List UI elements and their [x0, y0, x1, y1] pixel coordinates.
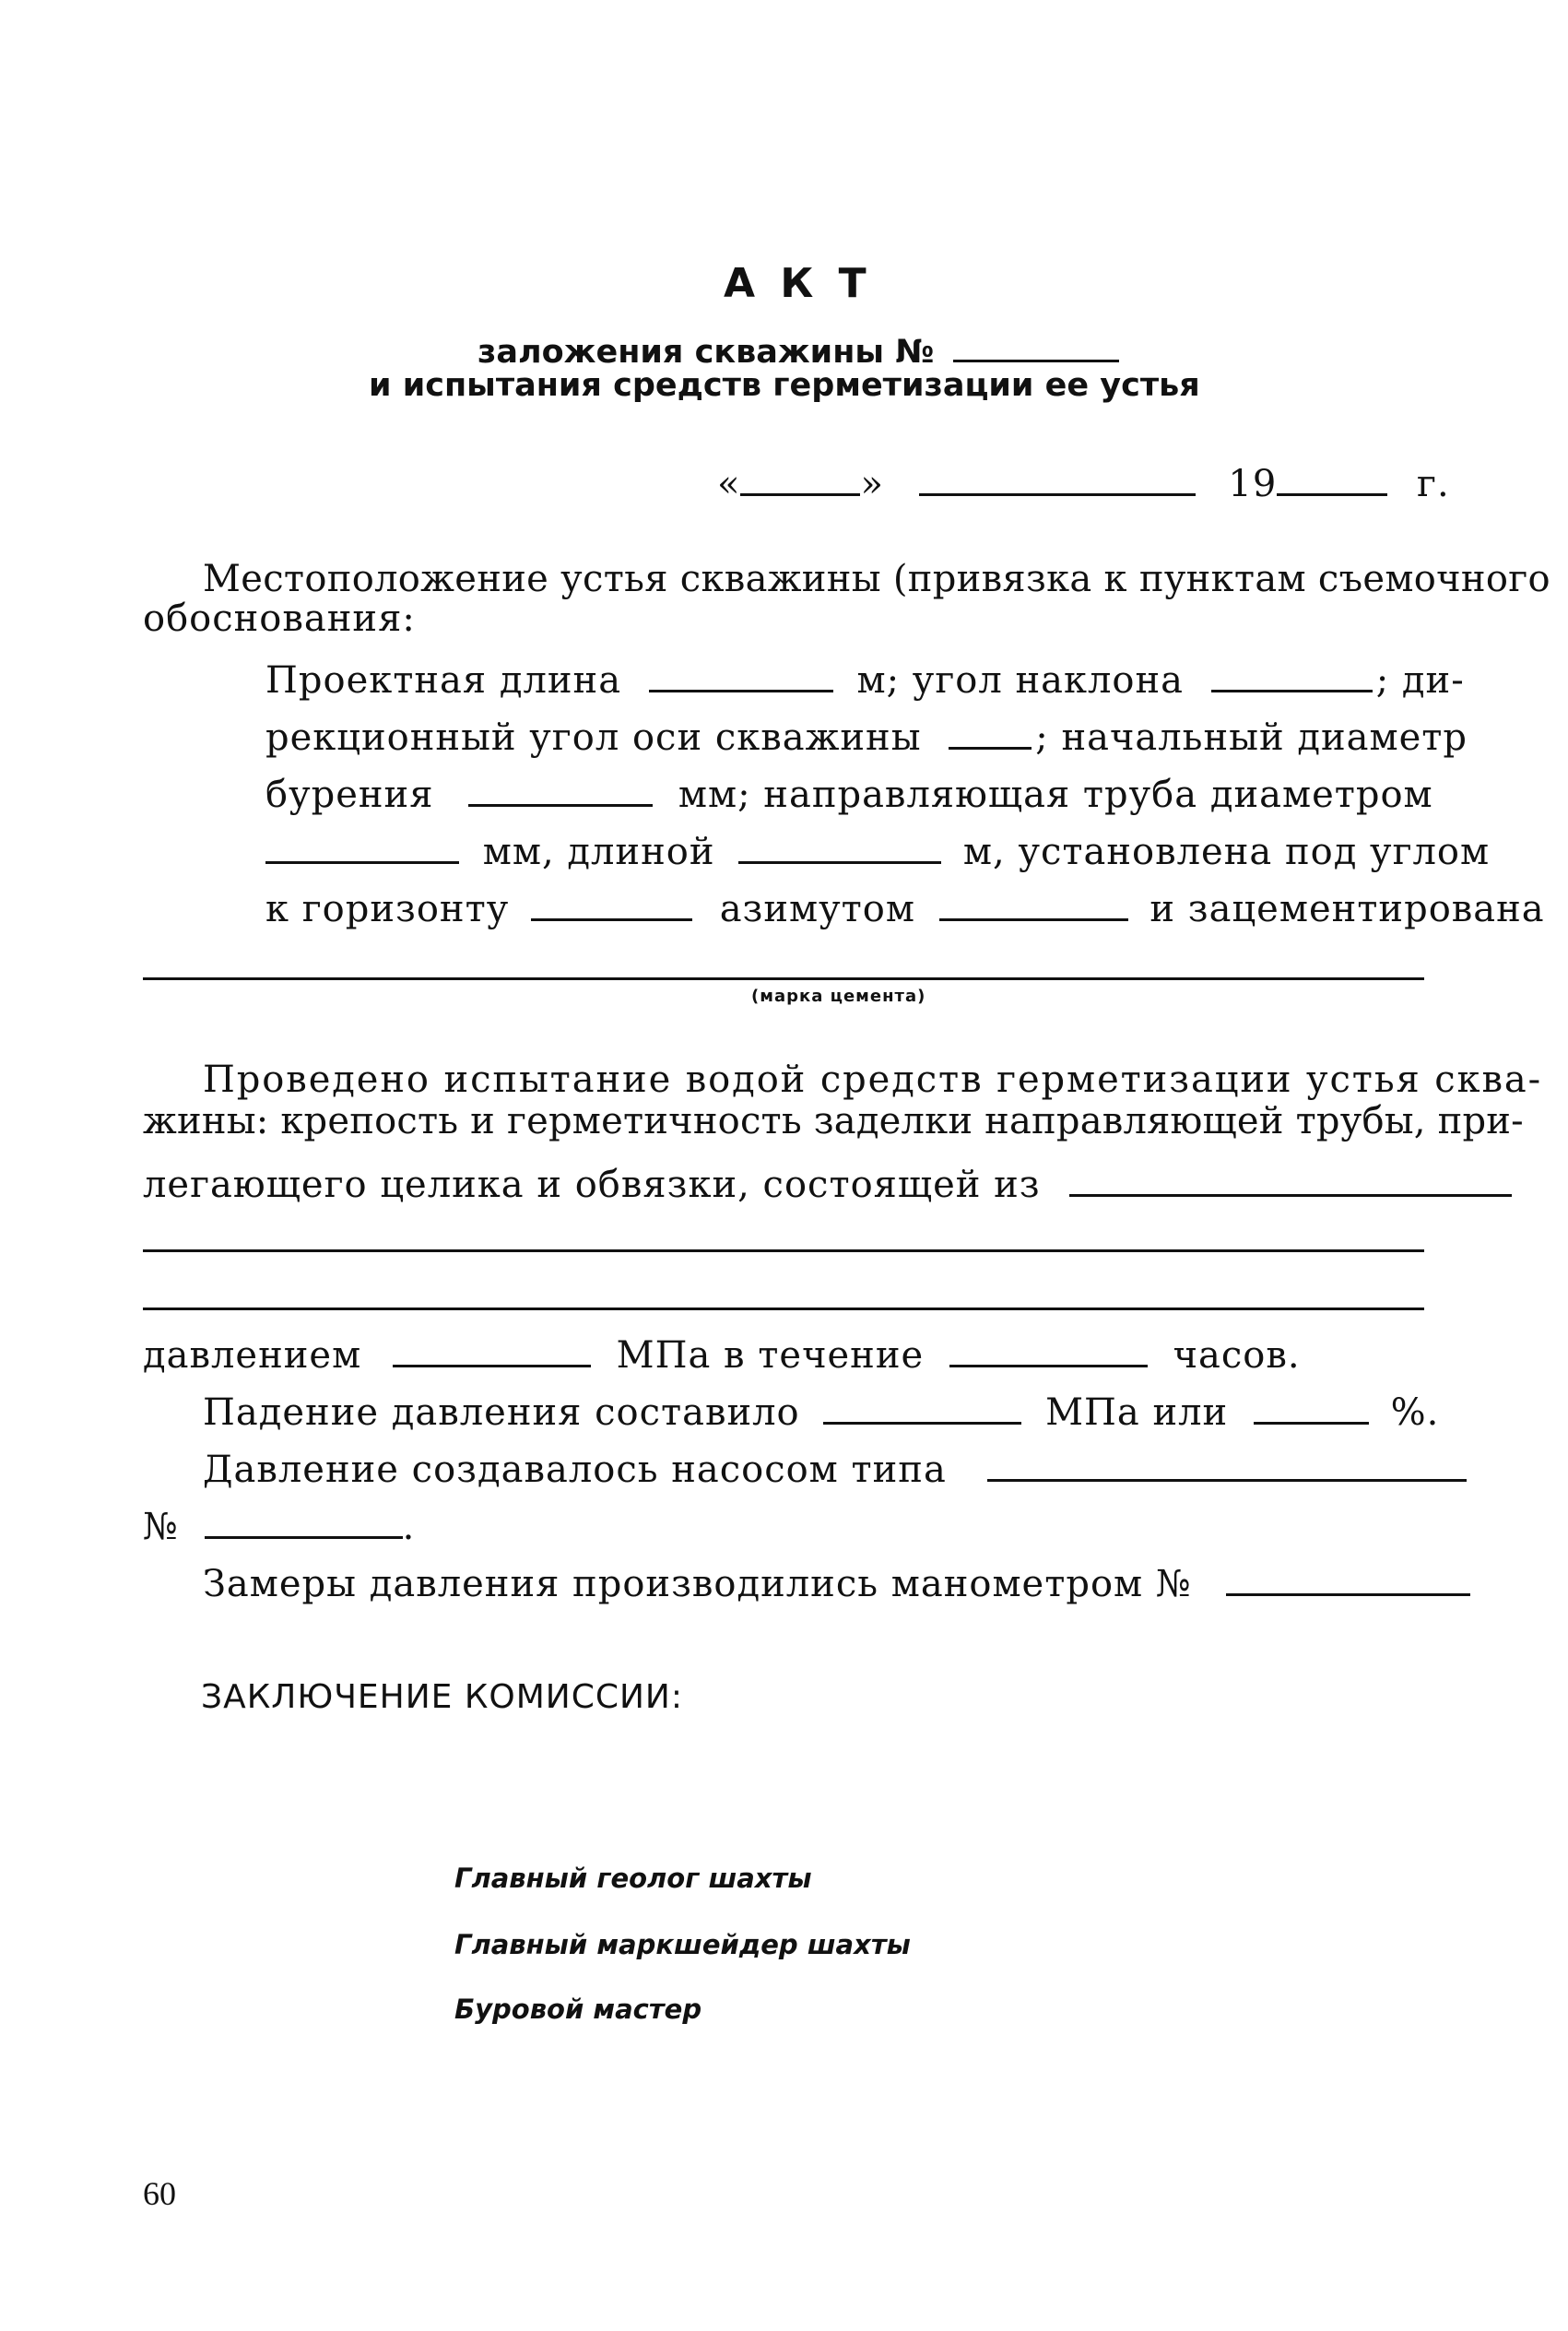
cement-caption: (марка цемента) — [751, 987, 926, 1006]
direction-label: рекционный угол оси скважины — [265, 716, 922, 759]
pressure-value-field[interactable] — [393, 1328, 591, 1367]
pump-type-field[interactable] — [987, 1442, 1467, 1482]
test-line1: Проведено испытание водой средств герметизации устья сква- — [203, 1059, 1543, 1101]
guide-length-field[interactable] — [738, 824, 941, 864]
pressure-line4 — [143, 1499, 415, 1548]
params-line3 — [265, 767, 1433, 816]
subtitle-text-1: заложения скважины № — [477, 334, 935, 371]
pump-number-field[interactable] — [205, 1499, 403, 1539]
params-line2 — [265, 710, 1468, 759]
test-line3 — [143, 1157, 1512, 1206]
drilling-diameter-field[interactable] — [468, 767, 653, 807]
params-line4 — [265, 824, 1490, 873]
hours-label: часов. — [1173, 1334, 1301, 1377]
signature-chief-geologist: Главный геолог шахты — [454, 1863, 812, 1894]
design-length-field[interactable] — [649, 653, 833, 692]
cement-brand-field[interactable] — [143, 977, 1424, 980]
installed-label: м, установлена под углом — [962, 831, 1491, 873]
pressure-label: давлением — [143, 1334, 362, 1377]
doc-subtitle-line1 — [477, 323, 1119, 371]
cemented-label: и зацементирована — [1149, 888, 1545, 930]
binding-composition-field[interactable] — [1069, 1157, 1512, 1197]
date-line — [717, 456, 1450, 505]
di-label: ; ди- — [1375, 659, 1465, 702]
pump-number-dot: . — [402, 1506, 416, 1548]
guide-diameter-field[interactable] — [265, 824, 459, 864]
drop-label: Падение давления составило — [203, 1391, 800, 1434]
horizon-label: к горизонту — [265, 888, 510, 930]
duration-field[interactable] — [949, 1328, 1148, 1367]
params-line1 — [265, 653, 1465, 702]
well-number-field[interactable] — [953, 323, 1119, 362]
horizon-angle-field[interactable] — [531, 882, 692, 921]
location-line1: Местоположение устья скважины (привязка к пунктам съемочного — [203, 558, 1550, 600]
mpa-during-label: МПа в течение — [616, 1334, 925, 1377]
pump-number-sign: № — [143, 1506, 179, 1548]
gauge-number-field[interactable] — [1226, 1556, 1470, 1596]
pump-label: Давление создавалось насосом типа — [203, 1449, 947, 1491]
date-day-field[interactable] — [740, 456, 860, 496]
drop-percent-field[interactable] — [1254, 1385, 1369, 1425]
conclusion-area[interactable] — [143, 1733, 1424, 1853]
pressure-line3 — [203, 1442, 1467, 1491]
params-line5 — [265, 882, 1545, 930]
drop-mpa-field[interactable] — [823, 1385, 1021, 1425]
conclusion-heading: ЗАКЛЮЧЕНИЕ КОМИССИИ: — [201, 1678, 683, 1716]
tilt-label: м; угол наклона — [856, 659, 1184, 702]
signature-drilling-master: Буровой мастер — [454, 1994, 702, 2025]
binding-composition-line3[interactable] — [143, 1307, 1424, 1310]
pressure-line1 — [143, 1328, 1301, 1377]
date-close-quote: » — [860, 463, 884, 505]
date-year-field[interactable] — [1277, 456, 1387, 496]
start-diam-label: ; начальный диаметр — [1035, 716, 1468, 759]
date-year-suffix: г. — [1417, 463, 1450, 505]
azimuth-label: азимутом — [719, 888, 915, 930]
signature-chief-surveyor: Главный маркшейдер шахты — [454, 1929, 911, 1960]
percent-label: %. — [1390, 1391, 1440, 1434]
location-line2: обоснования: — [143, 598, 416, 640]
test-line3-text: легающего целика и обвязки, состоящей из — [143, 1164, 1041, 1206]
page-number: 60 — [143, 2175, 176, 2212]
gauge-label: Замеры давления производились манометром № — [203, 1563, 1192, 1605]
date-year-prefix: 19 — [1228, 463, 1278, 505]
drilling-label: бурения — [265, 774, 434, 816]
azimuth-field[interactable] — [939, 882, 1128, 921]
date-open-quote: « — [717, 463, 741, 505]
date-month-field[interactable] — [919, 456, 1196, 496]
binding-composition-line2[interactable] — [143, 1249, 1424, 1252]
pressure-line5 — [203, 1556, 1470, 1605]
guide-pipe-label: мм; направляющая труба диаметром — [678, 774, 1433, 816]
length-label: мм, длиной — [482, 831, 715, 873]
mpa-or-label: МПа или — [1045, 1391, 1229, 1434]
design-length-label: Проектная длина — [265, 659, 622, 702]
doc-subtitle-line2: и испытания средств герметизации ее устья — [369, 367, 1200, 404]
test-line2: жины: крепость и герметичность заделки направляющей трубы, при- — [143, 1100, 1524, 1142]
tilt-angle-field[interactable] — [1211, 653, 1373, 692]
doc-title: А К Т — [724, 260, 872, 307]
direction-angle-field[interactable] — [949, 710, 1032, 750]
pressure-line2 — [203, 1385, 1439, 1434]
